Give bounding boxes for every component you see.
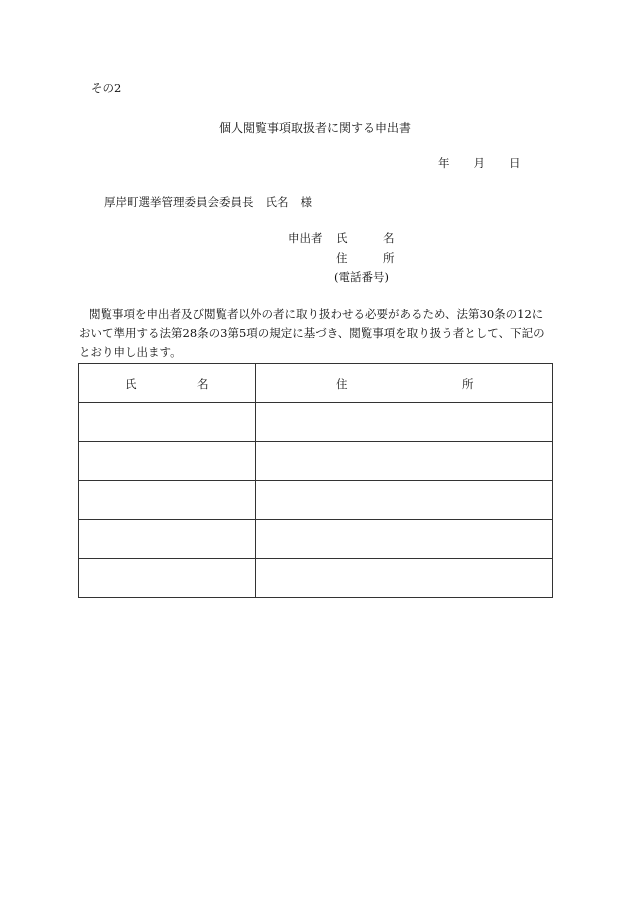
form-number: その2 — [91, 81, 122, 95]
date-month-label: 月 — [473, 156, 485, 170]
name-column-header — [79, 364, 256, 403]
table-row — [79, 442, 553, 481]
table-row — [79, 403, 553, 442]
applicant-name-char-1: 氏 — [336, 231, 348, 245]
body-line-1: 閲覧事項を申出者及び閲覧者以外の者に取り扱わせる必要があるため、法第30条の12に — [89, 307, 544, 321]
body-line-3: とおり申し出ます。 — [79, 345, 182, 359]
name-header-char-1: 氏 — [125, 377, 137, 391]
address-column-header — [256, 364, 553, 403]
applicant-address-char-2: 所 — [383, 251, 395, 265]
applicant-address-char-1: 住 — [336, 251, 348, 265]
name-cell[interactable] — [79, 520, 256, 559]
table-row — [79, 559, 553, 598]
body-paragraph — [79, 305, 557, 362]
document-title: 個人閲覧事項取扱者に関する申出書 — [218, 121, 411, 135]
handler-table — [78, 363, 553, 598]
addressee-office: 厚岸町選挙管理委員会委員長 — [104, 195, 254, 209]
address-cell[interactable] — [256, 520, 553, 559]
name-cell[interactable] — [79, 442, 256, 481]
table-header-row — [79, 364, 553, 403]
applicant-label: 申出者 — [288, 231, 323, 245]
addressee-honorific: 様 — [300, 195, 312, 209]
date-line — [438, 155, 521, 171]
name-cell[interactable] — [79, 559, 256, 598]
table-row — [79, 481, 553, 520]
address-cell[interactable] — [256, 442, 553, 481]
date-year-label: 年 — [438, 156, 450, 170]
name-cell[interactable] — [79, 481, 256, 520]
table-row — [79, 520, 553, 559]
applicant-phone-label: (電話番号) — [334, 270, 389, 284]
address-cell[interactable] — [256, 481, 553, 520]
body-line-2: おいて準用する法第28条の3第5項の規定に基づき、閲覧事項を取り扱う者として、下記の — [79, 326, 545, 340]
name-header-char-2: 名 — [197, 377, 209, 391]
addressee-name-label: 氏名 — [265, 195, 289, 209]
date-day-label: 日 — [509, 156, 521, 170]
applicant-name-char-2: 名 — [383, 231, 395, 245]
address-header-char-1: 住 — [336, 377, 348, 391]
address-cell[interactable] — [256, 403, 553, 442]
addressee — [104, 194, 312, 210]
address-header-char-2: 所 — [462, 377, 474, 391]
name-cell[interactable] — [79, 403, 256, 442]
address-cell[interactable] — [256, 559, 553, 598]
